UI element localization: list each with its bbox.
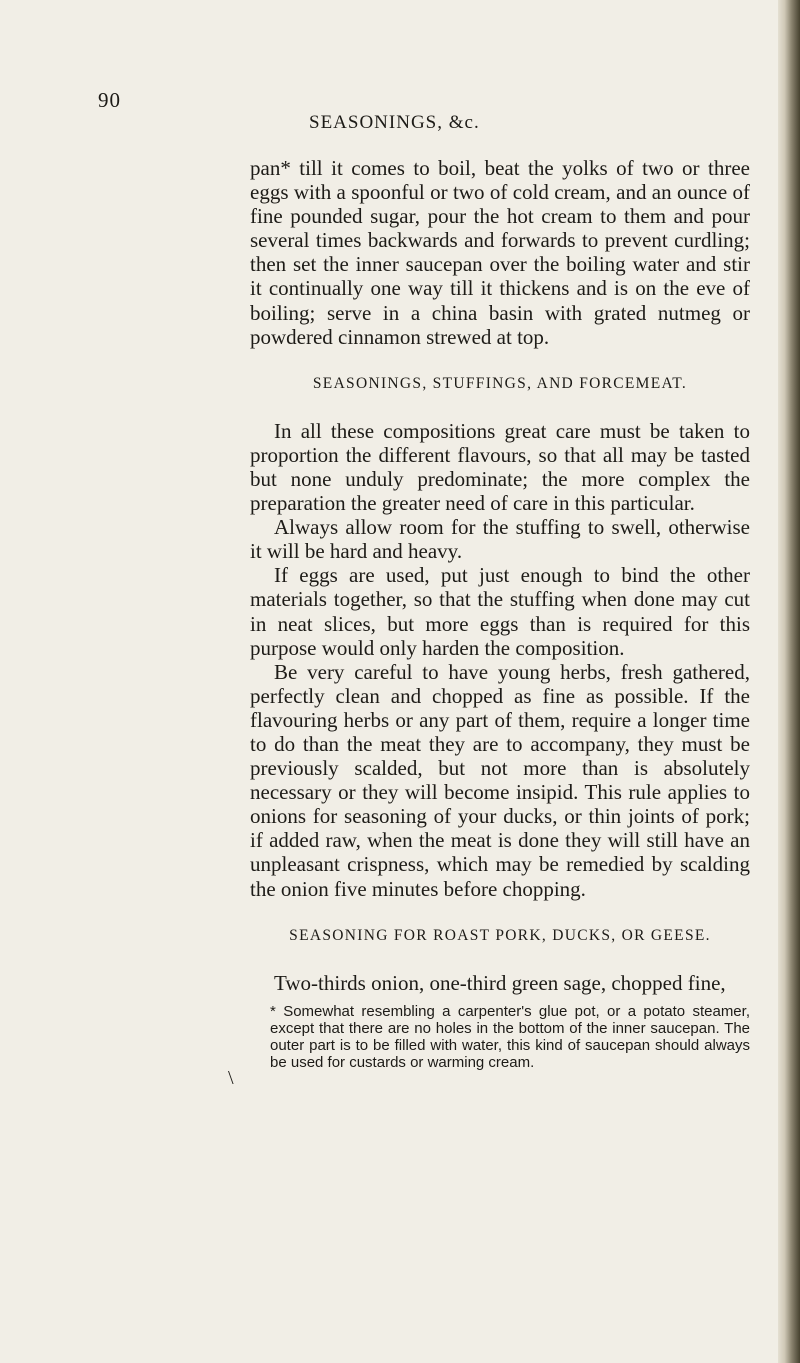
paragraph-onion-sage: Two-thirds onion, one-third green sage, chopped fine, (274, 970, 726, 995)
paragraph-stuffing-swell: Always allow room for the stuffing to swell, otherwise it will be hard and heavy. (250, 515, 750, 564)
paragraph-eggs: If eggs are used, put just enough to bind the other materials together, so that the stuffing when done may cut in neat slices, but more eggs than is required for this purpose would only harden the composition. (250, 563, 750, 660)
margin-mark: \ (228, 1067, 234, 1089)
paragraph-proportion: In all these compositions great care must be taken to proportion the different flavours, so that all may be tasted but none unduly predominate; the more complex the preparation the greater need of care in this particular. (250, 418, 750, 516)
footnote (250, 1003, 750, 1071)
page-edge-shadow (778, 0, 800, 1363)
running-head: SEASONINGS, &c. (309, 112, 480, 133)
section-heading-seasonings: SEASONINGS, STUFFINGS, AND FORCEMEAT. (312, 374, 688, 392)
footnote-text: * Somewhat resembling a carpenter's glue pot, or a potato steamer, except that there are no holes in the bottom of the inner saucepan. The outer part is to be filled with water, this kind of saucepan should always be used for custards or warming cream. (270, 1002, 750, 1071)
body-text (250, 156, 750, 1071)
paragraph-herbs: Be very careful to have young herbs, fresh gathered, perfectly clean and chopped as fine as possible. If the flavouring herbs or any part of them, require a longer time to do than the meat they are to accompany, they must be previously scalded, but not more than is absolutely necessary or they will become insipid. This rule applies to onions for seasoning of your ducks, or thin joints of pork; if added raw, when the meat is done they will still have an unpleasant crispness, which may be remedied by scalding the onion five minutes before chopping. (250, 659, 750, 901)
page-number: 90 (98, 88, 121, 112)
section-heading-roast-pork: SEASONING FOR ROAST PORK, DUCKS, OR GEESE. (289, 926, 711, 944)
paragraph-custard-continued: pan* till it comes to boil, beat the yolks of two or three eggs with a spoonful or two of cold cream, and an ounce of fine pounded sugar, pour the hot cream to them and pour several times backwards and forwards to prevent curdling; then set the inner saucepan over the boiling water and stir it continually one way till it thickens and is on the eve of boiling; serve in a china basin with grated nutmeg or powdered cinnamon strewed at top. (250, 156, 750, 349)
